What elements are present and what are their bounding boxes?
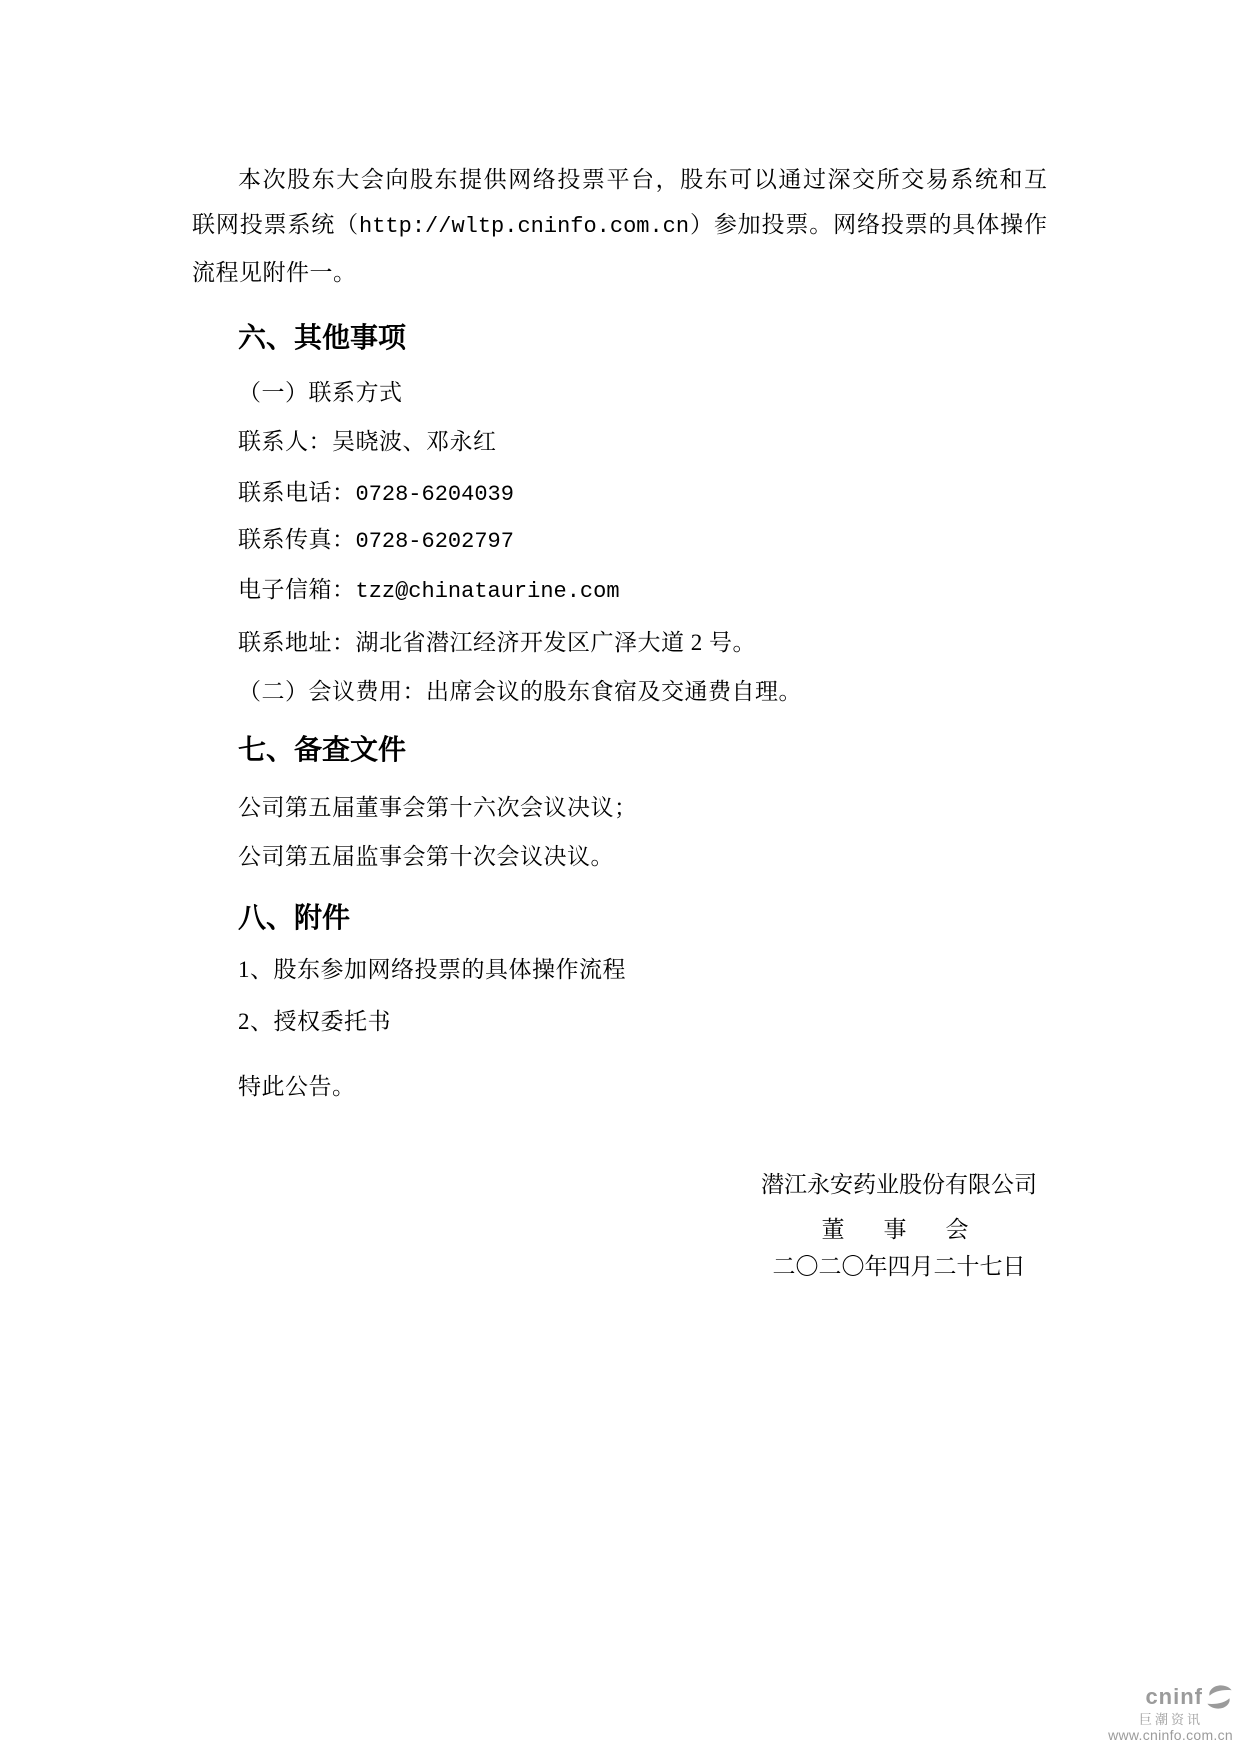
- signature-board: 董 事 会: [821, 1217, 977, 1242]
- attachment-item-1: 1、股东参加网络投票的具体操作流程: [238, 957, 626, 982]
- attachment-item-2: 2、授权委托书: [238, 1009, 391, 1034]
- contact-email-label: 电子信箱：: [238, 577, 356, 602]
- contact-person-value: 吴晓波、邓永红: [332, 429, 497, 454]
- intro-line-2: [192, 210, 1047, 242]
- contact-fax-value: 0728-6202797: [355, 529, 514, 554]
- supervisory-resolution-item: 公司第五届监事会第十次会议决议。: [238, 844, 614, 869]
- contact-address-line: [238, 628, 756, 658]
- closing-announcement: 特此公告。: [238, 1074, 356, 1099]
- intro-line-2-pre: 联网投票系统（: [192, 212, 360, 237]
- contact-phone-line: [238, 478, 514, 510]
- contact-person-label: 联系人：: [238, 429, 332, 454]
- cninfo-url: www.cninfo.com.cn: [1108, 1727, 1233, 1743]
- voting-url-text: http://wltp.cninfo.com.cn: [359, 214, 690, 239]
- intro-line-2-post: ）参加投票。网络投票的具体操作: [689, 212, 1048, 237]
- contact-method-subheading: （一）联系方式: [238, 380, 403, 405]
- contact-fax-line: [238, 525, 514, 557]
- contact-address-label: 联系地址：: [238, 630, 356, 655]
- contact-fax-label: 联系传真：: [238, 527, 356, 552]
- section-six-heading: 六、其他事项: [238, 322, 407, 353]
- intro-line-3: 流程见附件一。: [192, 260, 357, 285]
- signature-company: 潜江永安药业股份有限公司: [761, 1172, 1037, 1197]
- contact-email-value: tzz@chinataurine.com: [355, 579, 620, 604]
- contact-phone-label: 联系电话：: [238, 480, 356, 505]
- contact-email-line: [238, 575, 620, 607]
- section-eight-heading: 八、附件: [238, 902, 351, 933]
- contact-person-line: [238, 427, 497, 457]
- intro-line-1: 本次股东大会向股东提供网络投票平台，股东可以通过深交所交易系统和互: [238, 167, 1047, 192]
- board-resolution-item: 公司第五届董事会第十六次会议决议；: [238, 795, 638, 820]
- contact-address-value: 湖北省潜江经济开发区广泽大道 2 号。: [355, 630, 756, 655]
- cninfo-watermark: [1108, 1683, 1233, 1742]
- contact-phone-value: 0728-6204039: [355, 482, 514, 507]
- cninfo-brand-cn: 巨潮资讯: [1138, 1712, 1203, 1727]
- signature-date: 二〇二〇年四月二十七日: [772, 1254, 1026, 1279]
- section-seven-heading: 七、备查文件: [238, 734, 407, 765]
- meeting-fee-line: （二）会议费用：出席会议的股东食宿及交通费自理。: [238, 679, 802, 704]
- cninfo-brand-text: cninf: [1145, 1684, 1203, 1709]
- cninfo-logo-icon: [1206, 1683, 1233, 1711]
